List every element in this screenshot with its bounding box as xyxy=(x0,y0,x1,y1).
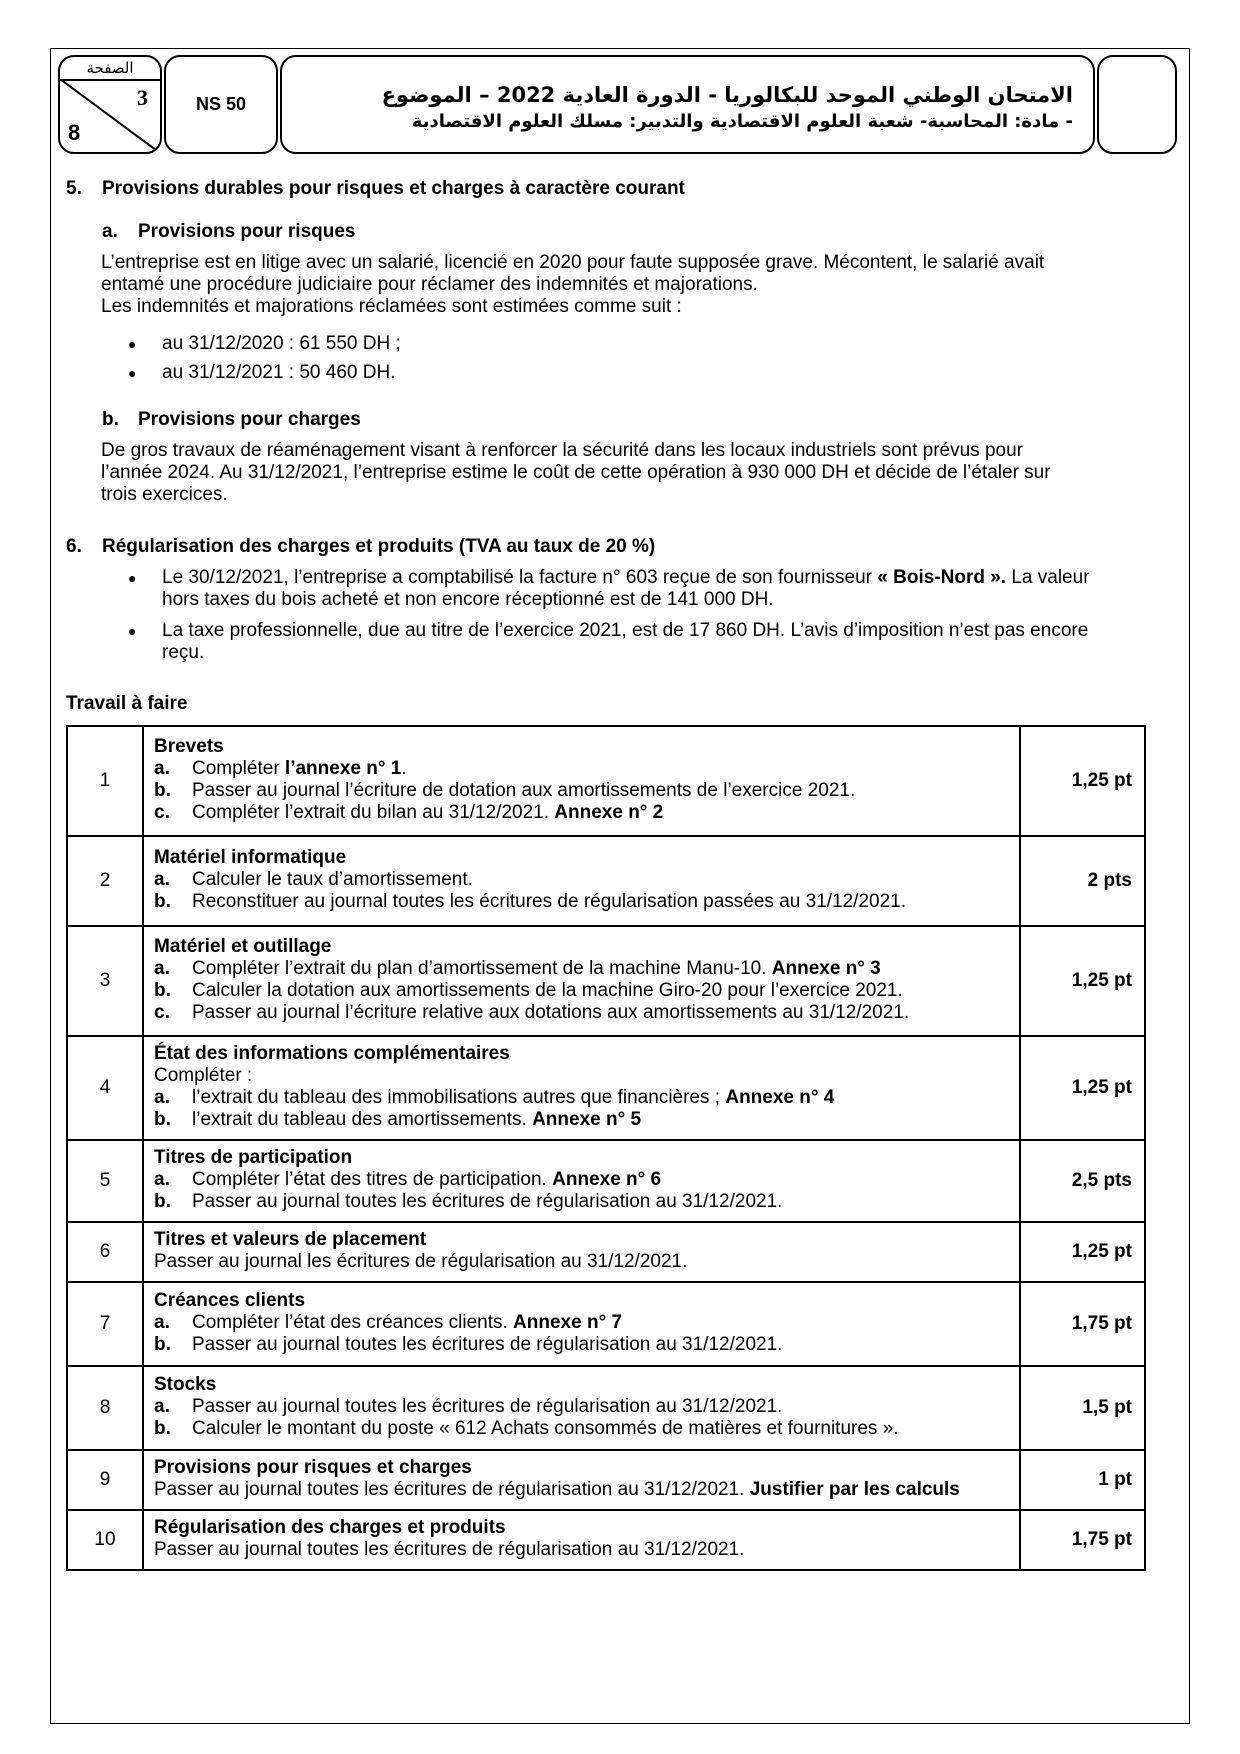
page-current: 3 xyxy=(137,85,148,110)
row-number: 8 xyxy=(67,1366,143,1450)
row-content: Titres de participation a. Compléter l’état des titres de participation. Annexe n° 6 b. Passer au journal toutes les écritures de régularisation au 31/12/2021. xyxy=(143,1140,1020,1222)
tasks-table xyxy=(66,725,1146,1571)
work-heading: Travail à faire xyxy=(66,693,188,714)
exam-code: NS 50 xyxy=(164,55,278,154)
row-points: 2,5 pts xyxy=(1020,1140,1145,1222)
section-6-bullet-2: ● La taxe professionnelle, due au titre de l’exercice 2021, est de 17 860 DH. L’avis d’imposition n’est pas encore reçu. xyxy=(128,620,1089,663)
table-row xyxy=(67,1222,1145,1282)
row-points: 1 pt xyxy=(1020,1450,1145,1510)
table-row xyxy=(67,726,1145,836)
table-row xyxy=(67,836,1145,926)
row-points: 1,25 pt xyxy=(1020,1036,1145,1140)
section-5b-heading: b. Provisions pour charges xyxy=(102,409,361,430)
row-points: 1,5 pt xyxy=(1020,1366,1145,1450)
table-row xyxy=(67,1140,1145,1222)
exam-title-line1: الامتحان الوطني الموحد للبكالوريا - الدورة العادية 2022 – الموضوع xyxy=(381,83,1073,107)
exam-title-line2: - مادة: المحاسبة- شعبة العلوم الاقتصادية والتدبير: مسلك العلوم الاقتصادية xyxy=(411,111,1073,132)
table-row xyxy=(67,1510,1145,1570)
row-content: Matériel et outillage a. Compléter l’extrait du plan d’amortissement de la machine Manu-10. Annexe n° 3 b. Calculer la dotation aux amortissements de la machine Giro-20 pour l’exercice 2021. c. Passer au journal l’écriture relative aux dotations aux amortissements au 31/12/2021. xyxy=(143,926,1020,1036)
page-number-box xyxy=(58,55,162,154)
section-5a-bullet-2: ● au 31/12/2021 : 50 460 DH. xyxy=(128,362,396,383)
section-5-heading: 5. Provisions durables pour risques et charges à caractère courant xyxy=(66,178,685,199)
page-label: الصفحة xyxy=(60,57,160,81)
row-number: 6 xyxy=(67,1222,143,1282)
row-points: 1,25 pt xyxy=(1020,726,1145,836)
table-row xyxy=(67,1036,1145,1140)
row-points: 1,25 pt xyxy=(1020,926,1145,1036)
row-content: Régularisation des charges et produits Passer au journal toutes les écritures de régularisation au 31/12/2021. xyxy=(143,1510,1020,1570)
row-points: 1,75 pt xyxy=(1020,1282,1145,1366)
row-number: 9 xyxy=(67,1450,143,1510)
row-content: Brevets a. Compléter l’annexe n° 1. b. Passer au journal l’écriture de dotation aux amortissements de l’exercice 2021. c. Compléter l’extrait du bilan au 31/12/2021. Annexe n° 2 xyxy=(143,726,1020,836)
row-content: Stocks a. Passer au journal toutes les écritures de régularisation au 31/12/2021. b. Calculer le montant du poste « 612 Achats consommés de matières et fournitures ». xyxy=(143,1366,1020,1450)
page-total: 8 xyxy=(68,120,81,145)
row-content: Titres et valeurs de placement Passer au journal les écritures de régularisation au 31/12/2021. xyxy=(143,1222,1020,1282)
row-content: Créances clients a. Compléter l’état des créances clients. Annexe n° 7 b. Passer au journal toutes les écritures de régularisation au 31/12/2021. xyxy=(143,1282,1020,1366)
section-6-bullet-1: ● Le 30/12/2021, l’entreprise a comptabilisé la facture n° 603 reçue de son fournisseur « Bois-Nord ». La valeur hors taxes du bois acheté et non encore réceptionné est de 141 000 DH. xyxy=(128,567,1090,610)
blank-box xyxy=(1097,55,1177,154)
row-content: État des informations complémentaires Compléter : a. l’extrait du tableau des immobilisations autres que financières ; Annexe n° 4 b. l’extrait du tableau des amortissements. Annexe n° 5 xyxy=(143,1036,1020,1140)
section-5a-bullet-1: ● au 31/12/2020 : 61 550 DH ; xyxy=(128,333,401,354)
row-number: 3 xyxy=(67,926,143,1036)
row-content: Matériel informatique a. Calculer le taux d’amortissement. b. Reconstituer au journal toutes les écritures de régularisation passées au 31/12/2021. xyxy=(143,836,1020,926)
row-number: 4 xyxy=(67,1036,143,1140)
row-content: Provisions pour risques et charges Passer au journal toutes les écritures de régularisation au 31/12/2021. Justifier par les calculs xyxy=(143,1450,1020,1510)
row-number: 7 xyxy=(67,1282,143,1366)
table-row xyxy=(67,1450,1145,1510)
exam-title-box xyxy=(280,55,1095,154)
section-5a-text: L’entreprise est en litige avec un salarié, licencié en 2020 pour faute supposée grave. Mécontent, le salarié avait entamé une procédure judiciaire pour réclamer des indemnités et majorations. Les indemnités et majorations réclamées sont estimées comme suit : xyxy=(101,252,1045,317)
row-number: 1 xyxy=(67,726,143,836)
row-points: 2 pts xyxy=(1020,836,1145,926)
table-row xyxy=(67,1282,1145,1366)
section-6-heading: 6. Régularisation des charges et produits (TVA au taux de 20 %) xyxy=(66,536,656,557)
row-number: 2 xyxy=(67,836,143,926)
section-5b-text: De gros travaux de réaménagement visant à renforcer la sécurité dans les locaux industriels sont prévus pour l’année 2024. Au 31/12/2021, l’entreprise estime le coût de cette opération à 930 000 DH et décide de l’étaler sur trois exercices. xyxy=(101,440,1051,505)
table-row xyxy=(67,1366,1145,1450)
table-row xyxy=(67,926,1145,1036)
section-5a-heading: a. Provisions pour risques xyxy=(102,221,356,242)
row-number: 10 xyxy=(67,1510,143,1570)
row-number: 5 xyxy=(67,1140,143,1222)
row-points: 1,75 pt xyxy=(1020,1510,1145,1570)
row-points: 1,25 pt xyxy=(1020,1222,1145,1282)
